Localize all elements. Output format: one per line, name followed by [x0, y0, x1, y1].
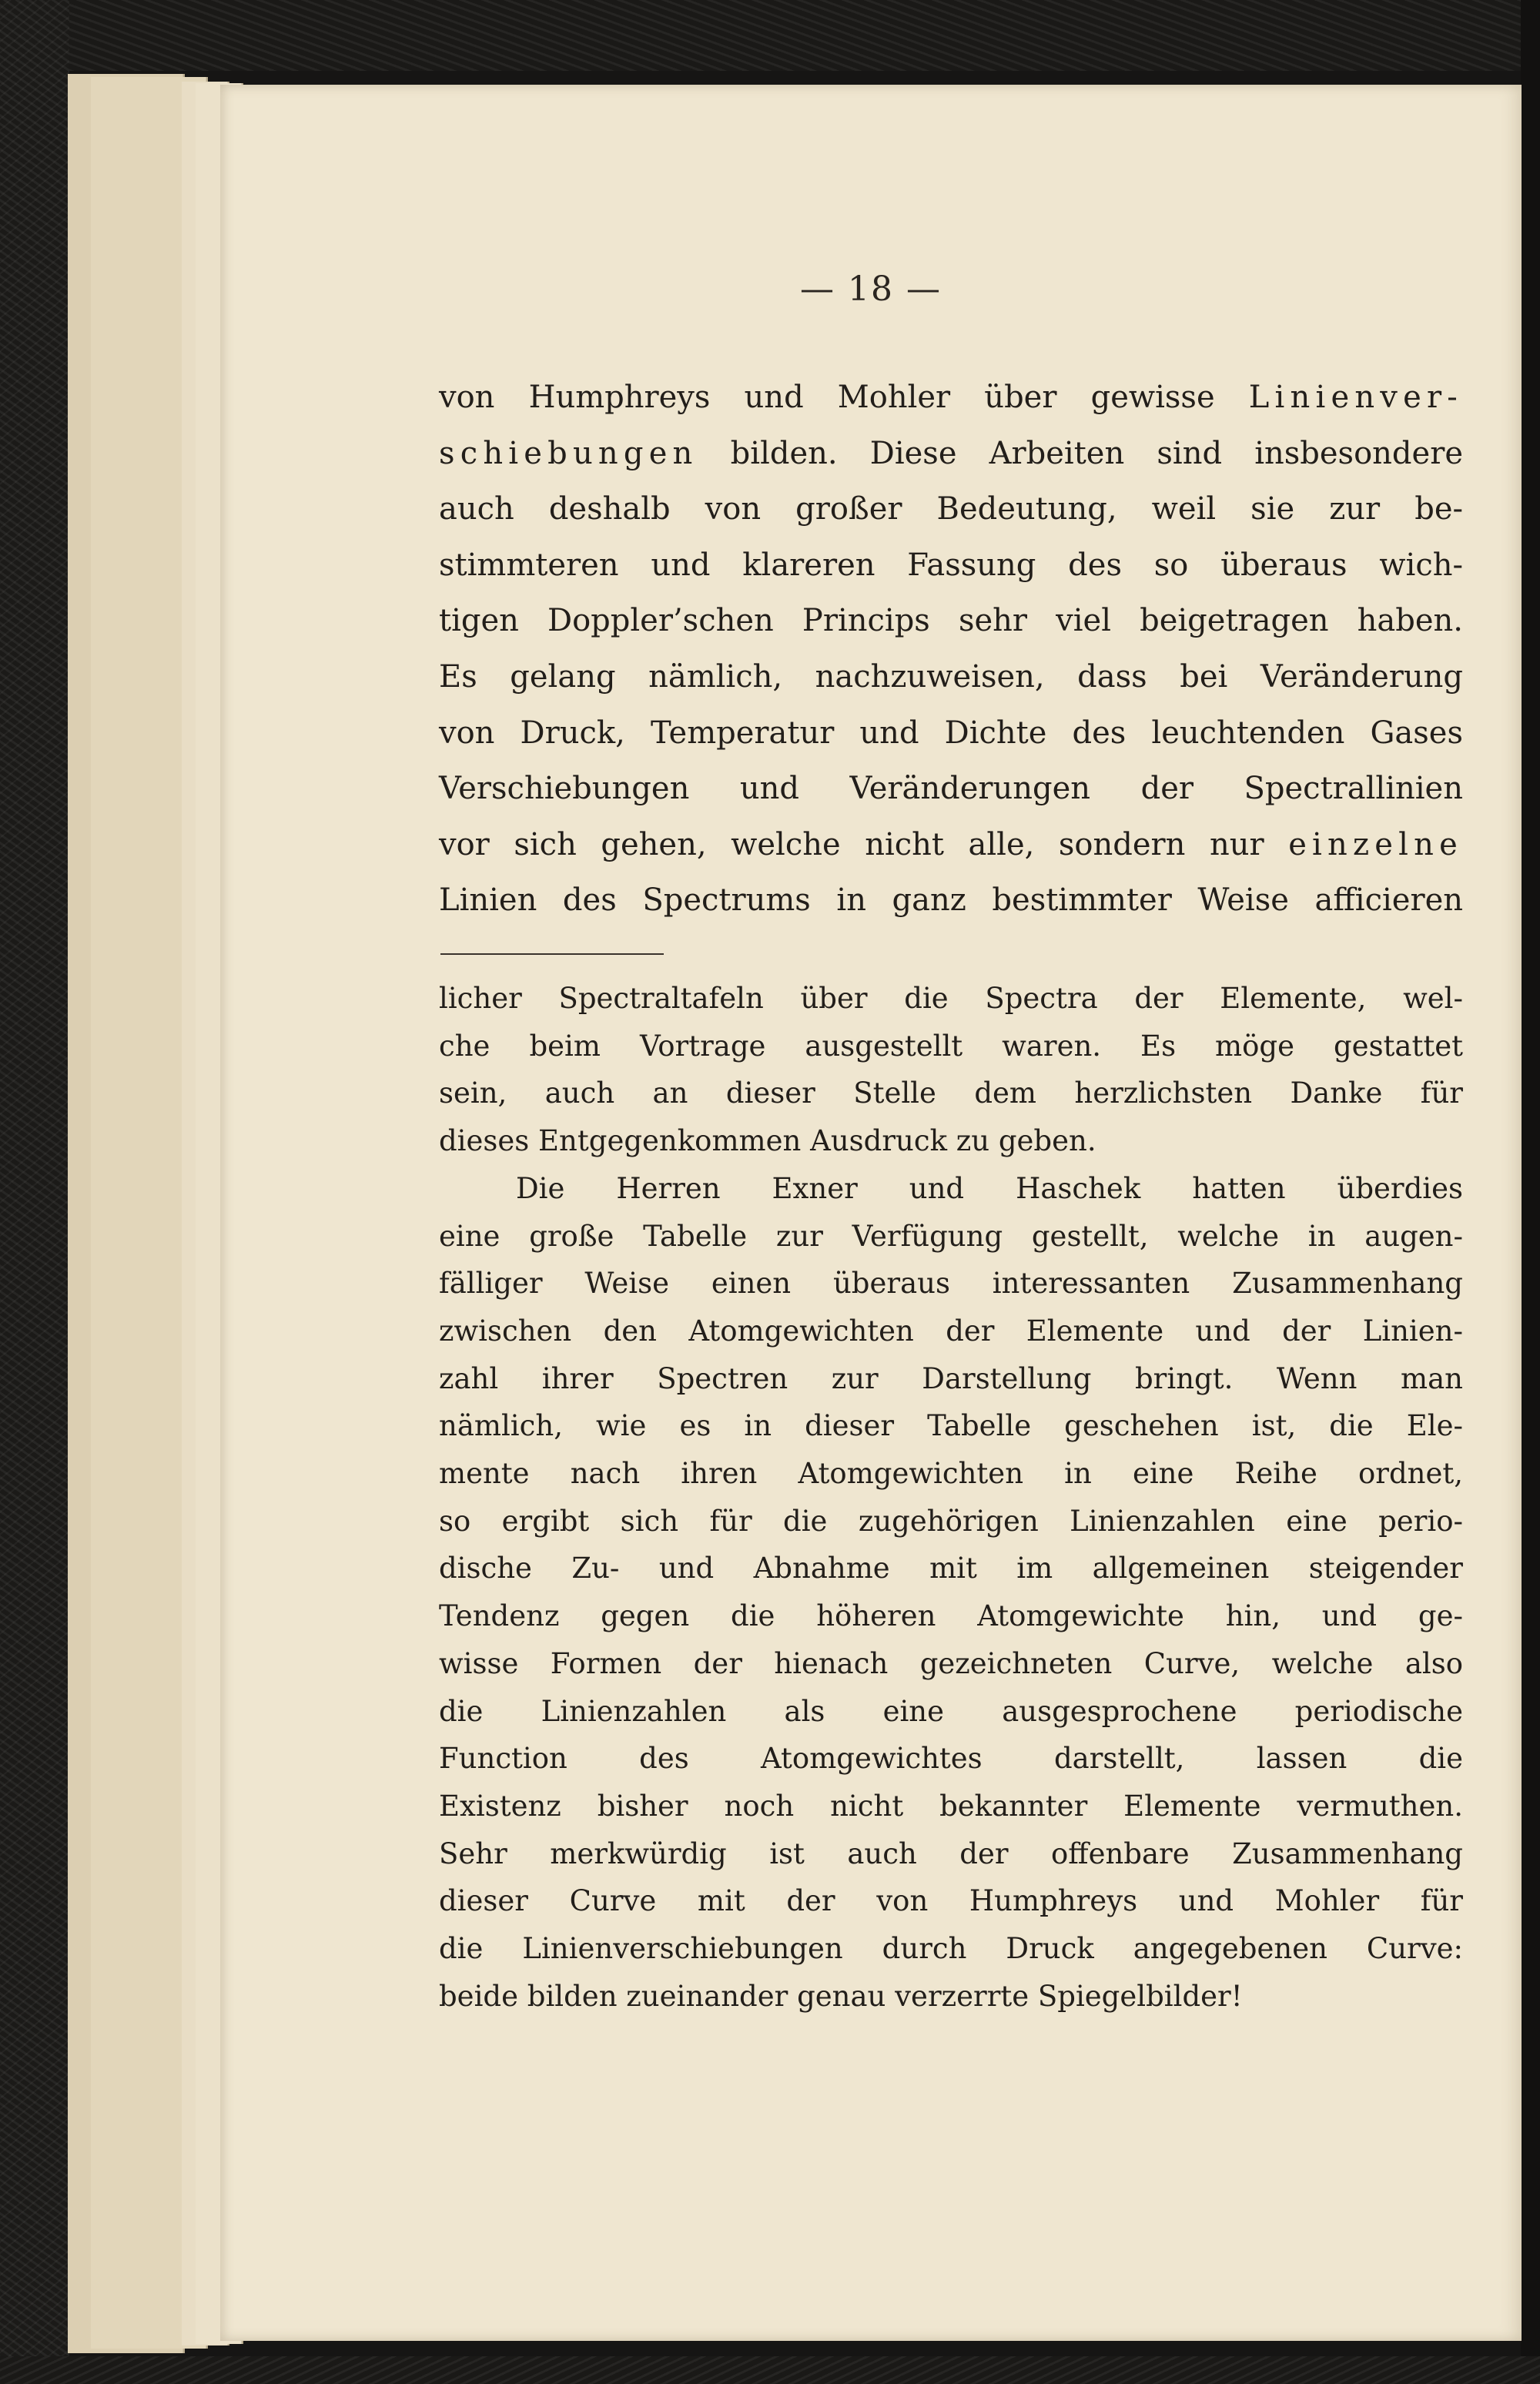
footnote-line: dieses Entgegenkommen Ausdruck zu geben.	[439, 1124, 1096, 1158]
text-line: von Druck, Temperatur und Dichte des leuchtenden Gases	[439, 715, 1463, 751]
footnote-line: dieser Curve mit der von Humphreys und Mohler für	[439, 1884, 1463, 1918]
footnote-text	[439, 975, 1463, 2020]
footnote-line: sein, auch an dieser Stelle dem herzlichsten Danke für	[439, 1076, 1463, 1110]
footnote-line: che beim Vortrage ausgestellt waren. Es möge gestattet	[439, 1029, 1463, 1063]
cover-top-edge	[0, 0, 1540, 71]
spaced-term: schiebungen	[439, 435, 698, 471]
footnote-line: beide bilden zueinander genau verzerrte Spiegelbilder!	[439, 1979, 1243, 2013]
cover-left-edge	[0, 0, 69, 2384]
footnote-line: zahl ihrer Spectren zur Darstellung bringt. Wenn man	[439, 1361, 1463, 1395]
footnote-line: eine große Tabelle zur Verfügung gestellt, welche in augen-	[439, 1219, 1463, 1253]
footnote-line: Function des Atomgewichtes darstellt, lassen die	[439, 1742, 1463, 1776]
spaced-term: Linienver-	[1248, 380, 1463, 415]
footnote-line: wisse Formen der hienach gezeichneten Curve, welche also	[439, 1646, 1463, 1680]
text-line	[439, 817, 1463, 873]
cover-right-edge	[1521, 0, 1540, 2384]
footnote-line: Tendenz gegen die höheren Atomgewichte hin, und ge-	[439, 1599, 1463, 1633]
cover-bottom-edge	[0, 2356, 1540, 2384]
text-line: Verschiebungen und Veränderungen der Spectrallinien	[439, 771, 1463, 807]
footnote-line: Existenz bisher noch nicht bekannter Elemente vermuthen.	[439, 1789, 1463, 1823]
footnote-line: die Linienzahlen als eine ausgesprochene periodische	[439, 1694, 1463, 1728]
text-run: von Humphreys und Mohler über gewisse	[439, 380, 1249, 415]
footnote-line: Sehr merkwürdig ist auch der offenbare Zusammenhang	[439, 1837, 1463, 1870]
footnote-line: fälliger Weise einen überaus interessanten Zusammenhang	[439, 1267, 1463, 1301]
text-line: tigen Doppler’schen Princips sehr viel beigetragen haben.	[439, 603, 1463, 639]
footnote-line: mente nach ihren Atomgewichten in eine Reihe ordnet,	[439, 1457, 1463, 1491]
page-number: — 18 —	[800, 270, 942, 309]
spaced-term: einzelne	[1288, 826, 1463, 862]
text-line: auch deshalb von großer Bedeutung, weil sie zur be-	[439, 491, 1463, 527]
footnote-line: Die Herren Exner und Haschek hatten überdies	[516, 1171, 1463, 1205]
footnote-line: so ergibt sich für die zugehörigen Linienzahlen eine perio-	[439, 1504, 1463, 1538]
text-line: Es gelang nämlich, nachzuweisen, dass bei Veränderung	[439, 658, 1463, 695]
footnote-line: die Linienverschiebungen durch Druck angegebenen Curve:	[439, 1932, 1463, 1966]
text-line: stimmteren und klareren Fassung des so überaus wich-	[439, 547, 1463, 583]
footnote-separator	[440, 953, 664, 955]
main-text	[439, 370, 1463, 929]
footnote-line: nämlich, wie es in dieser Tabelle geschehen ist, die Ele-	[439, 1409, 1463, 1443]
text-line: Linien des Spectrums in ganz bestimmter Weise afficieren	[439, 882, 1463, 919]
footnote-line: zwischen den Atomgewichten der Elemente und der Linien-	[439, 1314, 1463, 1348]
footnote-line: dische Zu- und Abnahme mit im allgemeinen steigender	[439, 1552, 1463, 1585]
text-line	[439, 370, 1463, 426]
text-line	[439, 426, 1463, 482]
text-run: bilden. Diese Arbeiten sind insbesondere	[698, 435, 1463, 471]
footnote-line: licher Spectraltafeln über die Spectra der Elemente, wel-	[439, 982, 1463, 1015]
text-run: vor sich gehen, welche nicht alle, sondern nur	[439, 826, 1289, 862]
